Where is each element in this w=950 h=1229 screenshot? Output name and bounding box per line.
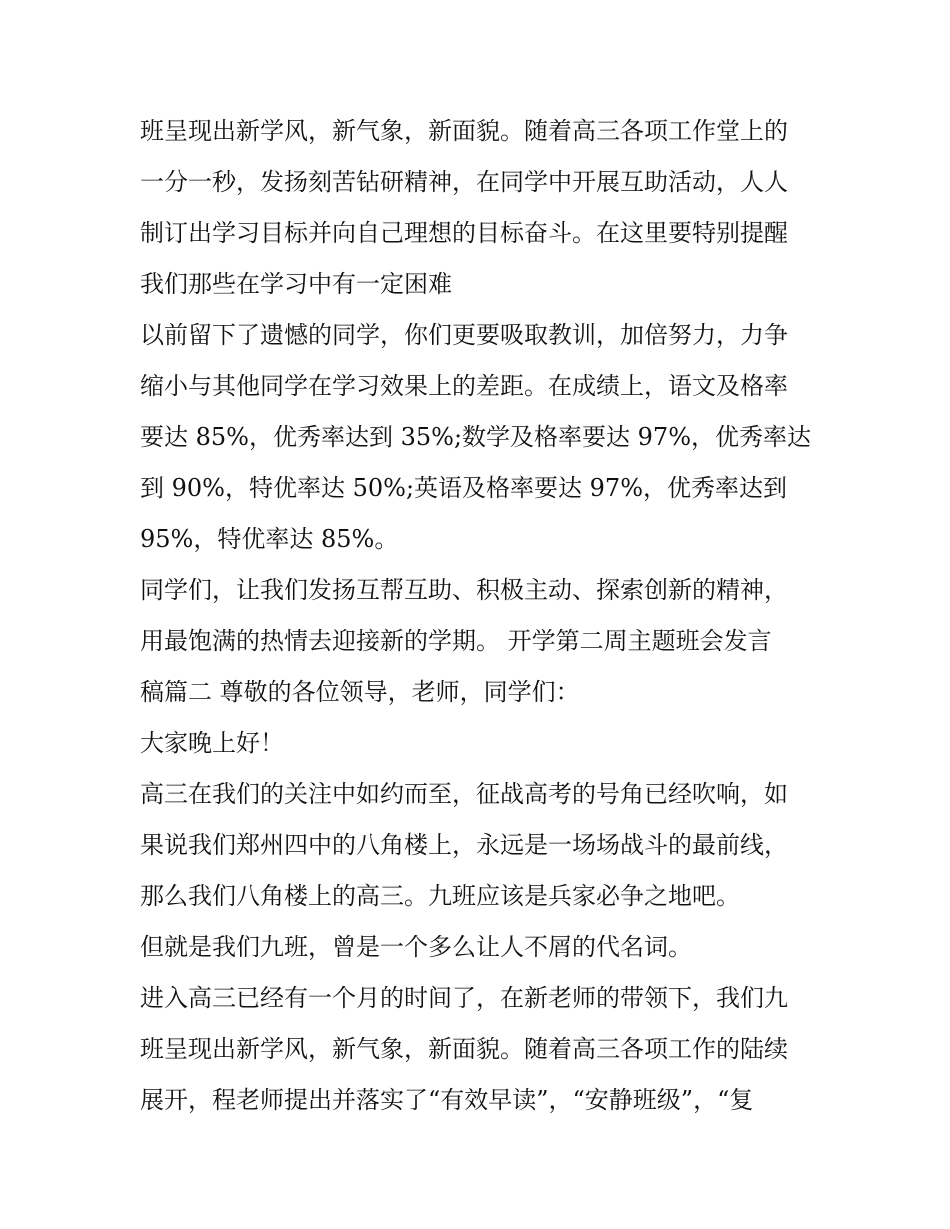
document-body <box>140 106 820 1126</box>
text-line: 高三在我们的关注中如约而至，征战高考的号角已经吹响，如 <box>140 780 788 808</box>
text-line: 稿篇二 尊敬的各位领导，老师，同学们： <box>140 678 580 706</box>
text-line: 一分一秒，发扬刻苦钻研精神，在同学中开展互助活动，人人 <box>140 168 788 196</box>
text-line: 以前留下了遗憾的同学，你们更要吸取教训，加倍努力，力争 <box>140 321 788 349</box>
text-line: 用最饱满的热情去迎接新的学期。 开学第二周主题班会发言 <box>140 627 772 655</box>
text-line: 缩小与其他同学在学习效果上的差距。在成绩上，语文及格率 <box>140 372 788 400</box>
text-line: 但就是我们九班，曾是一个多么让人不屑的代名词。 <box>140 933 692 961</box>
text-line: 班呈现出新学风，新气象，新面貌。随着高三各项工作堂上的 <box>140 117 788 145</box>
text-line: 要达 85%，优秀率达到 35%;数学及格率要达 97%，优秀率达 <box>140 423 812 451</box>
text-line: 制订出学习目标并向自己理想的目标奋斗。在这里要特别提醒 <box>140 219 788 247</box>
text-line: 95%，特优率达 85%。 <box>140 525 399 553</box>
text-line: 班呈现出新学风，新气象，新面貌。随着高三各项工作的陆续 <box>140 1035 788 1063</box>
text-line: 进入高三已经有一个月的时间了，在新老师的带领下，我们九 <box>140 984 788 1012</box>
text-line: 到 90%，特优率达 50%;英语及格率要达 97%，优秀率达到 <box>140 474 788 502</box>
text-line: 大家晚上好！ <box>140 729 284 757</box>
text-line: 我们那些在学习中有一定困难 <box>140 270 452 298</box>
text-line: 同学们，让我们发扬互帮互助、积极主动、探索创新的精神， <box>140 576 788 604</box>
text-line: 展开，程老师提出并落实了“有效早读”，“安静班级”，“复 <box>140 1086 754 1114</box>
text-line: 那么我们八角楼上的高三。九班应该是兵家必争之地吧。 <box>140 882 740 910</box>
text-line: 果说我们郑州四中的八角楼上，永远是一场场战斗的最前线， <box>140 831 788 859</box>
